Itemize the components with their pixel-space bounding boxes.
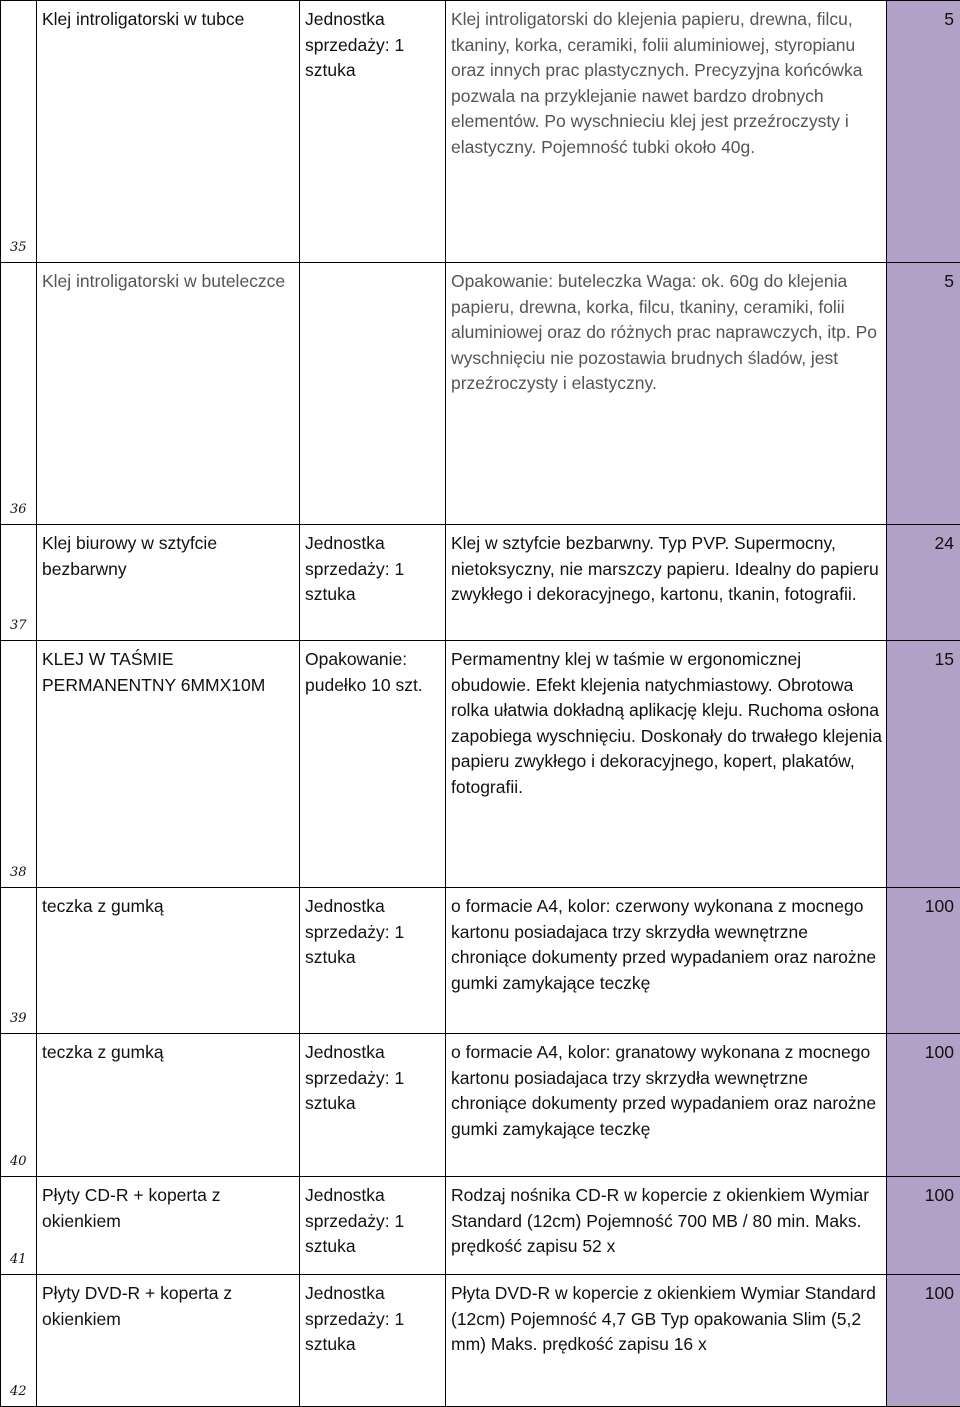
sales-unit: Jednostka sprzedaży: 1 sztuka — [300, 1177, 445, 1260]
table-row — [1, 1177, 960, 1275]
product-name-cell — [37, 1275, 300, 1407]
row-number-cell — [1, 1, 37, 263]
row-number-cell — [1, 641, 37, 888]
description-cell — [446, 1177, 887, 1275]
product-name-cell — [37, 1034, 300, 1177]
sales-unit-cell — [300, 641, 446, 888]
product-name: Płyty DVD-R + koperta z okienkiem — [37, 1275, 299, 1332]
product-description: Klej w sztyfcie bezbarwny. Typ PVP. Supermocny, nietoksyczny, nie marszczy papieru. Idealny do papieru zwykłego i dekoracyjnego, kartonu, tkanin, fotografii. — [446, 525, 886, 608]
row-number: 36 — [1, 502, 36, 524]
quantity-cell — [887, 1, 960, 263]
sales-unit — [300, 263, 445, 269]
product-description: Opakowanie: buteleczka Waga: ok. 60g do klejenia papieru, drewna, korka, filcu, tkaniny, ceramiki, folii aluminiowej oraz do różnych prac naprawczych, itp. Po wyschnięciu nie pozostawia brudnych śladów, jest przeźroczysty i elastyczny. — [446, 263, 886, 397]
description-cell — [446, 1275, 887, 1407]
row-number: 35 — [1, 240, 36, 262]
sales-unit-cell — [300, 888, 446, 1034]
quantity-cell — [887, 641, 960, 888]
table-row — [1, 263, 960, 525]
row-number-cell — [1, 525, 37, 641]
product-name-cell — [37, 1177, 300, 1275]
quantity: 100 — [887, 1275, 960, 1307]
product-name-cell — [37, 263, 300, 525]
product-description: Klej introligatorski do klejenia papieru, drewna, filcu, tkaniny, korka, ceramiki, folii aluminiowej, styropianu oraz innych prac plastycznych. Precyzyjna końcówka pozwala na przyklejanie nawet bardzo drobnych elementów. Po wyschnieciu klej jest przeźroczysty i elastyczny. Pojemność tubki około 40g. — [446, 1, 886, 160]
sales-unit: Jednostka sprzedaży: 1 sztuka — [300, 1, 445, 84]
quantity: 100 — [887, 1177, 960, 1209]
sales-unit-cell — [300, 1275, 446, 1407]
product-description: o formacie A4, kolor: granatowy wykonana z mocnego kartonu posiadajaca trzy skrzydła wewnętrzne chroniące dokumenty przed wypadaniem oraz narożne gumki zamykające teczkę — [446, 1034, 886, 1142]
quantity-cell — [887, 1275, 960, 1407]
product-description: o formacie A4, kolor: czerwony wykonana z mocnego kartonu posiadajaca trzy skrzydła wewnętrzne chroniące dokumenty przed wypadaniem oraz narożne gumki zamykające teczkę — [446, 888, 886, 996]
product-name-cell — [37, 1, 300, 263]
row-number: 40 — [1, 1154, 36, 1176]
table-row — [1, 888, 960, 1034]
quantity-cell — [887, 1177, 960, 1275]
quantity: 5 — [887, 1, 960, 33]
product-description: Płyta DVD-R w kopercie z okienkiem Wymiar Standard (12cm) Pojemność 4,7 GB Typ opakowania Slim (5,2 mm) Maks. prędkość zapisu 16 x — [446, 1275, 886, 1358]
quantity: 100 — [887, 888, 960, 920]
quantity-cell — [887, 888, 960, 1034]
row-number-cell — [1, 1177, 37, 1275]
sales-unit-cell — [300, 1, 446, 263]
product-name: Płyty CD-R + koperta z okienkiem — [37, 1177, 299, 1234]
table-row — [1, 641, 960, 888]
row-number-cell — [1, 888, 37, 1034]
product-description: Rodzaj nośnika CD-R w kopercie z okienkiem Wymiar Standard (12cm) Pojemność 700 MB / 80 min. Maks. prędkość zapisu 52 x — [446, 1177, 886, 1260]
description-cell — [446, 888, 887, 1034]
product-name: Klej introligatorski w buteleczce — [37, 263, 299, 295]
quantity: 24 — [887, 525, 960, 557]
quantity: 5 — [887, 263, 960, 295]
sales-unit: Jednostka sprzedaży: 1 sztuka — [300, 525, 445, 608]
sales-unit-cell — [300, 525, 446, 641]
quantity: 100 — [887, 1034, 960, 1066]
row-number-cell — [1, 1275, 37, 1407]
description-cell — [446, 1, 887, 263]
sales-unit: Jednostka sprzedaży: 1 sztuka — [300, 1275, 445, 1358]
sales-unit-cell — [300, 1177, 446, 1275]
description-cell — [446, 641, 887, 888]
row-number: 41 — [1, 1252, 36, 1274]
product-name-cell — [37, 888, 300, 1034]
table-row — [1, 1275, 960, 1407]
product-name: Klej introligatorski w tubce — [37, 1, 299, 33]
product-name-cell — [37, 525, 300, 641]
sales-unit: Jednostka sprzedaży: 1 sztuka — [300, 888, 445, 971]
quantity-cell — [887, 525, 960, 641]
sales-unit-cell — [300, 263, 446, 525]
row-number: 42 — [1, 1384, 36, 1406]
row-number: 37 — [1, 618, 36, 640]
table-row — [1, 1, 960, 263]
sales-unit: Jednostka sprzedaży: 1 sztuka — [300, 1034, 445, 1117]
product-name-cell — [37, 641, 300, 888]
table-row — [1, 1034, 960, 1177]
sales-unit-cell — [300, 1034, 446, 1177]
product-name: Klej biurowy w sztyfcie bezbarwny — [37, 525, 299, 582]
description-cell — [446, 1034, 887, 1177]
product-name: teczka z gumką — [37, 888, 299, 920]
row-number-cell — [1, 1034, 37, 1177]
row-number: 38 — [1, 865, 36, 887]
product-name: KLEJ W TAŚMIE PERMANENTNY 6MMX10M — [37, 641, 299, 698]
description-cell — [446, 525, 887, 641]
product-name: teczka z gumką — [37, 1034, 299, 1066]
table-row — [1, 525, 960, 641]
row-number: 39 — [1, 1011, 36, 1033]
quantity-cell — [887, 263, 960, 525]
quantity-cell — [887, 1034, 960, 1177]
row-number-cell — [1, 263, 37, 525]
product-description: Permamentny klej w taśmie w ergonomicznej obudowie. Efekt klejenia natychmiastowy. Obrotowa rolka ułatwia dokładną aplikację kleju. Ruchoma osłona zapobiega wyschnięciu. Doskonały do trwałego klejenia papieru zwykłego i dekoracyjnego, kopert, plakatów, fotografii. — [446, 641, 886, 800]
quantity: 15 — [887, 641, 960, 673]
sales-unit: Opakowanie: pudełko 10 szt. — [300, 641, 445, 698]
description-cell — [446, 263, 887, 525]
